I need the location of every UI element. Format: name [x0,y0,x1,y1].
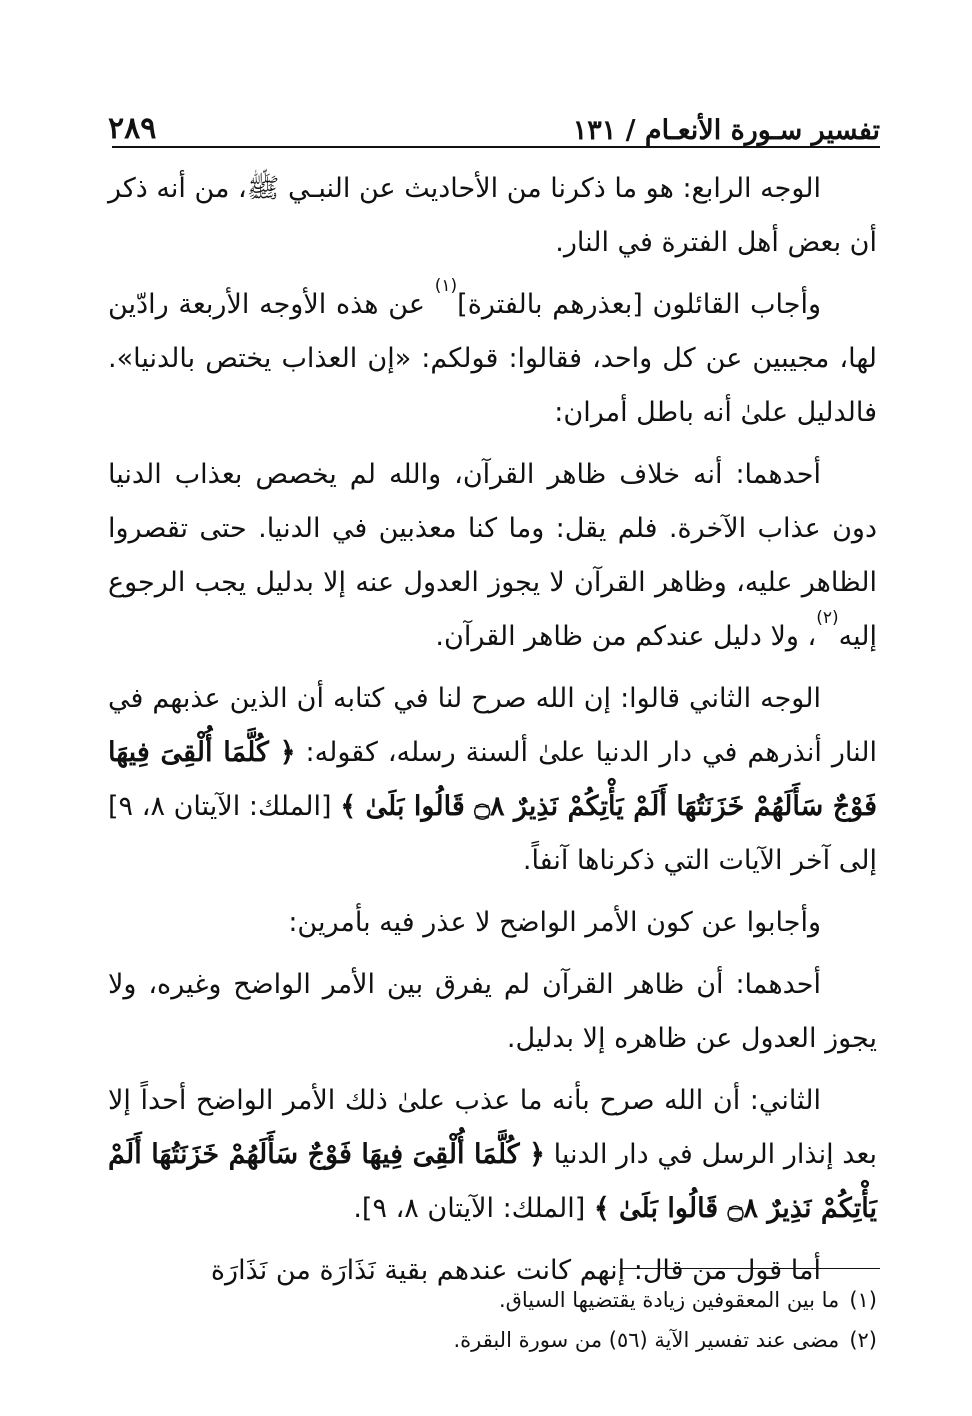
paragraph-text: الثاني: أن الله صرح بأنه ما عذب علىٰ ذلك الأمر الواضح أحداً إلا بعد إنذار الرسل في دار الدنيا [108,1085,877,1170]
paragraph-text: ، ولا دليل عندكم من ظاهر القرآن. [435,621,817,652]
paragraph-2 [108,278,877,440]
paragraph-4 [108,672,877,888]
footnote-number: (٢) [849,1328,877,1352]
footnotes [108,1280,877,1360]
paragraph-text: الوجه الرابع: هو ما ذكرنا من الأحاديث عن النبـي ﷺ، من أنه ذكر أن بعض أهل الفترة في النار. [108,173,877,258]
footnote-number: (١) [849,1288,877,1312]
quran-verse: ﴿ كُلَّمَا أُلْقِىَ فِيهَا فَوْجٌ سَأَلَهُمْ خَزَنَتُهَا أَلَمْ يَأْتِكُمْ نَذِيرٌ ۝٨ قَالُوا بَلَىٰ ﴾ [108,737,878,822]
paragraph-text: أما قول من قال: إنهم كانت عندهم بقية نَذَارَة من نَذَارَة [210,1255,821,1286]
paragraph-text: وأجابوا عن كون الأمر الواضح لا عذر فيه بأمرين: [288,907,821,938]
paragraph-text: وأجاب القائلون [بعذرهم بالفترة] [457,289,822,320]
header-rule [112,146,880,148]
paragraph-text: [الملك: الآيتان ٨، ٩]. [353,1193,594,1224]
paragraph-text: أحدهما: أن ظاهر القرآن لم يفرق بين الأمر الواضح وغيره، ولا يجوز العدول عن ظاهره إلا بدليل. [108,969,877,1054]
paragraph-7 [108,1074,877,1236]
footnote-marker-1: (١) [434,276,458,296]
footnote-text: مضى عند تفسير الآية (٥٦) من سورة البقرة. [453,1328,840,1352]
footnote-marker-2: (٢) [816,608,839,628]
paragraph-text: [الملك: الآيتان ٨، ٩] إلى آخر الآيات التي ذكرناها آنفاً. [108,791,877,876]
footnote-text: ما بين المعقوفين زيادة يقتضيها السياق. [498,1288,840,1312]
paragraph-1 [108,162,877,270]
page-header [108,100,880,146]
footnote-rule [620,1268,880,1269]
footnote-1 [108,1280,877,1320]
paragraph-6 [108,958,877,1066]
footnote-2 [108,1320,877,1360]
paragraph-3 [108,448,877,664]
paragraph-text: الوجه الثاني قالوا: إن الله صرح لنا في كتابه أن الذين عذبهم في النار أنذرهم في دار الدنيا علىٰ ألسنة رسله، كقوله: [108,683,878,768]
quran-verse: ﴿ كُلَّمَا أُلْقِىَ فِيهَا فَوْجٌ سَأَلَهُمْ خَزَنَتُهَا أَلَمْ يَأْتِكُمْ نَذِيرٌ ۝٨ قَالُوا بَلَىٰ ﴾ [108,1139,877,1224]
paragraph-text: عن هذه الأوجه الأربعة رادّين لها، مجيبين عن كل واحد، فقالوا: قولكم: «إن العذاب يختص بالدنيا». فالدليل علىٰ أنه باطل أمران: [108,289,877,428]
paragraph-text: أحدهما: أنه خلاف ظاهر القرآن، والله لم يخصص بعذاب الدنيا دون عذاب الآخرة. فلم يقل: وما كنا معذبين في الدنيا. حتى تقصروا الظاهر عليه، وظاهر القرآن لا يجوز العدول عنه إلا بدليل يجب الرجوع إليه [108,459,877,652]
page-number: ٢٨٩ [108,111,157,146]
main-text [108,162,877,1306]
running-title: تفسير سـورة الأنعـام / ١٣١ [572,115,880,146]
paragraph-5 [108,896,877,950]
